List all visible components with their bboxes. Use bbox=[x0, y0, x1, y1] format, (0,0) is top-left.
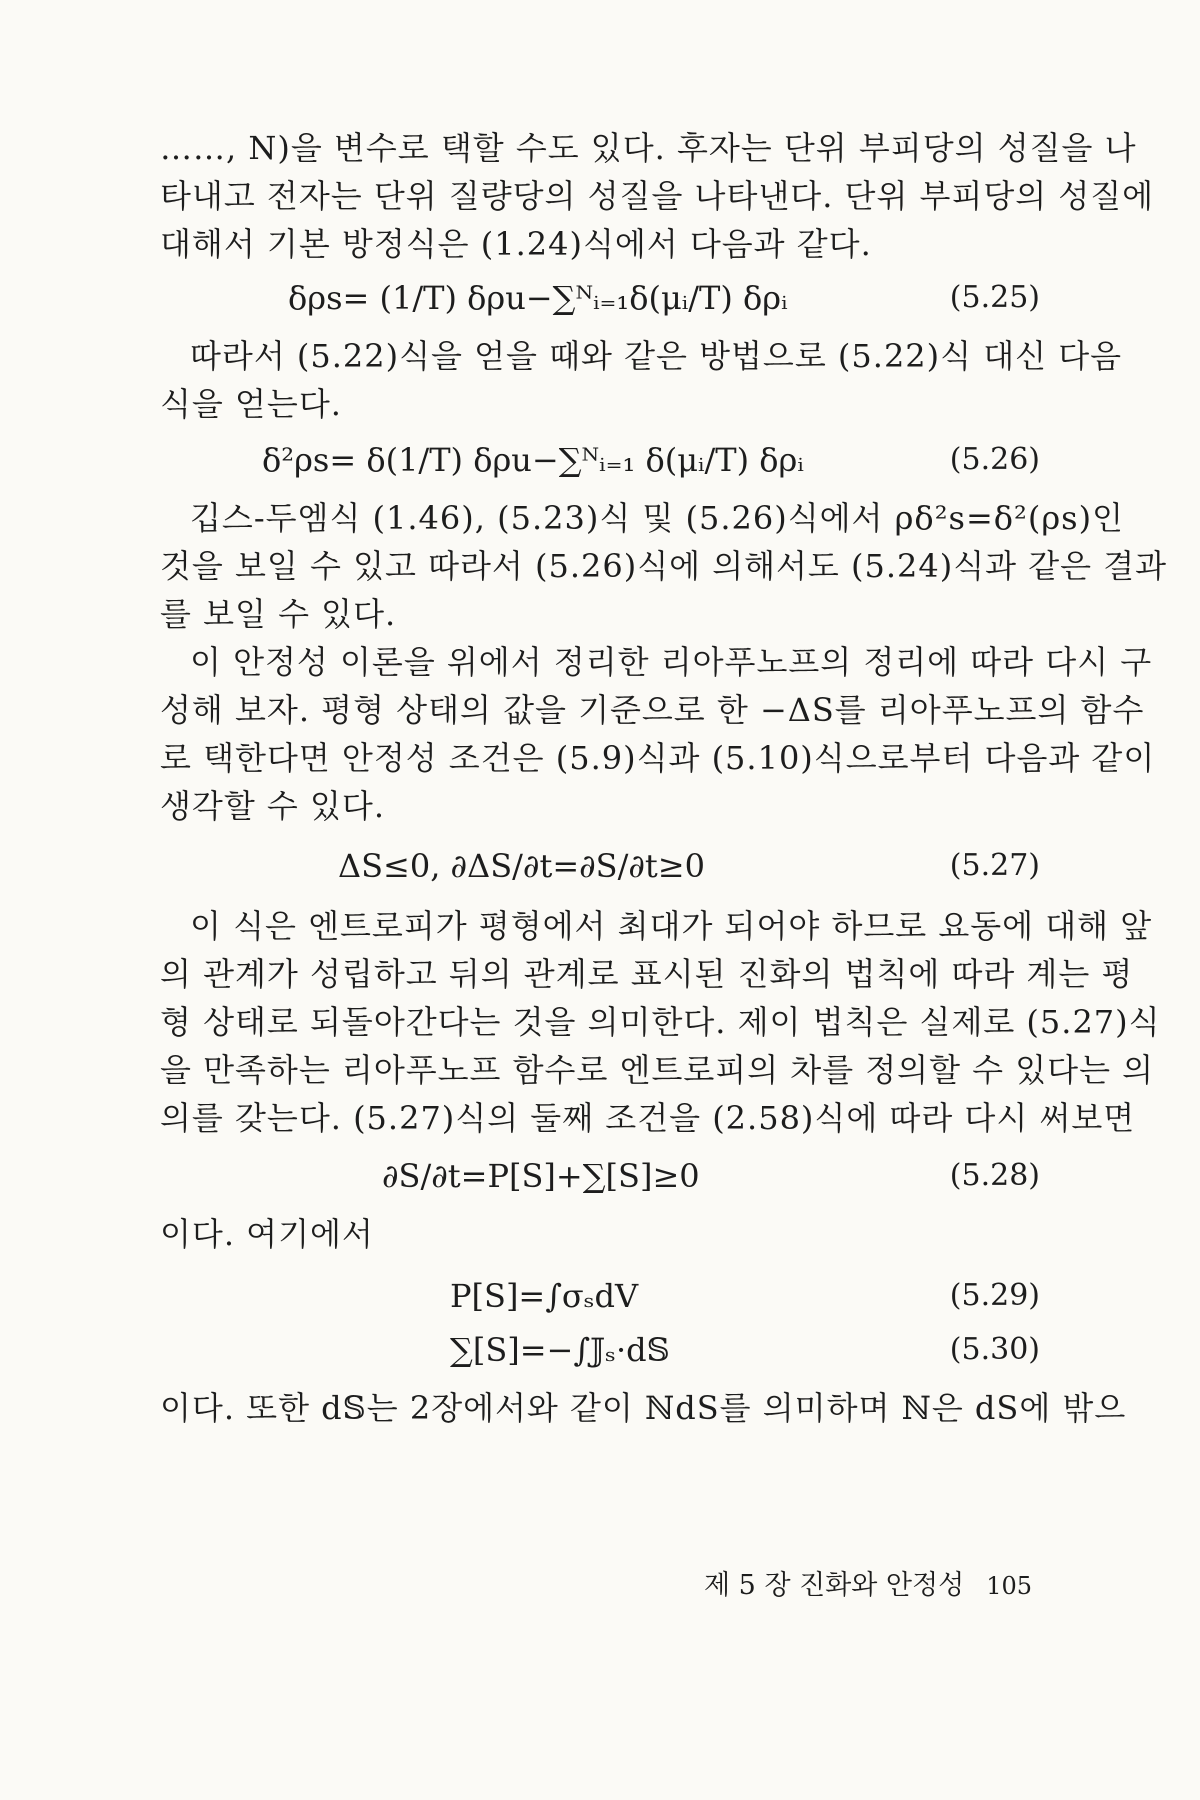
text-line: 생각할 수 있다. bbox=[160, 787, 385, 825]
equation-5-29: P[S]=∫σₛdV bbox=[450, 1277, 639, 1315]
text-line: 타내고 전자는 단위 질량당의 성질을 나타낸다. 단위 부피당의 성질에 bbox=[160, 177, 1155, 215]
equation-number: (5.29) bbox=[949, 1278, 1040, 1313]
chapter-title: 제 5 장 진화와 안정성 bbox=[704, 1570, 965, 1601]
equation-number: (5.28) bbox=[949, 1158, 1040, 1193]
equation-5-26: δ²ρs= δ(1/T) δρu−∑ᴺᵢ₌₁ δ(μᵢ/T) δρᵢ bbox=[262, 441, 804, 479]
equation-5-28: ∂S/∂t=P[S]+∑[S]≥0 bbox=[382, 1157, 700, 1195]
text-line: 의를 갖는다. (5.27)식의 둘째 조건을 (2.58)식에 따라 다시 써보면 bbox=[160, 1099, 1136, 1137]
text-line: 을 만족하는 리아푸노프 함수로 엔트로피의 차를 정의할 수 있다는 의 bbox=[160, 1051, 1155, 1089]
equation-number: (5.25) bbox=[949, 280, 1040, 315]
text-line: 로 택한다면 안정성 조건은 (5.9)식과 (5.10)식으로부터 다음과 같이 bbox=[160, 739, 1156, 777]
text-line: 깁스-두엠식 (1.46), (5.23)식 및 (5.26)식에서 ρδ²s=δ²(ρs)인 bbox=[190, 499, 1124, 537]
text-line: 이 식은 엔트로피가 평형에서 최대가 되어야 하므로 요동에 대해 앞 bbox=[190, 907, 1153, 945]
text-line: 를 보일 수 있다. bbox=[160, 595, 397, 633]
running-footer bbox=[704, 1568, 1032, 1604]
equation-5-25: δρs= (1/T) δρu−∑ᴺᵢ₌₁δ(μᵢ/T) δρᵢ bbox=[288, 279, 788, 317]
text-line: ……, N)을 변수로 택할 수도 있다. 후자는 단위 부피당의 성질을 나 bbox=[160, 129, 1137, 167]
text-line: 성해 보자. 평형 상태의 값을 기준으로 한 −ΔS를 리아푸노프의 함수 bbox=[160, 691, 1145, 729]
text-line: 형 상태로 되돌아간다는 것을 의미한다. 제이 법칙은 실제로 (5.27)식 bbox=[160, 1003, 1161, 1041]
text-line: 따라서 (5.22)식을 얻을 때와 같은 방법으로 (5.22)식 대신 다음 bbox=[190, 337, 1123, 375]
text-line: 것을 보일 수 있고 따라서 (5.26)식에 의해서도 (5.24)식과 같은 결과 bbox=[160, 547, 1168, 585]
text-line: 의 관계가 성립하고 뒤의 관계로 표시된 진화의 법칙에 따라 계는 평 bbox=[160, 955, 1134, 993]
text-line: 대해서 기본 방정식은 (1.24)식에서 다음과 같다. bbox=[160, 225, 872, 263]
equation-5-30: ∑[S]=−∫𝕁ₛ·d𝕊 bbox=[450, 1331, 670, 1369]
equation-5-27: ΔS≤0, ∂ΔS/∂t=∂S/∂t≥0 bbox=[338, 847, 705, 885]
text-line: 이다. 또한 d𝕊는 2장에서와 같이 ℕdS를 의미하며 ℕ은 dS에 밖으 bbox=[160, 1389, 1127, 1427]
equation-number: (5.26) bbox=[949, 442, 1040, 477]
equation-number: (5.30) bbox=[949, 1332, 1040, 1367]
text-line: 식을 얻는다. bbox=[160, 385, 342, 423]
text-line: 이다. 여기에서 bbox=[160, 1215, 374, 1253]
page-number: 105 bbox=[986, 1572, 1032, 1600]
text-line: 이 안정성 이론을 위에서 정리한 리아푸노프의 정리에 따라 다시 구 bbox=[190, 643, 1153, 681]
equation-number: (5.27) bbox=[949, 848, 1040, 883]
